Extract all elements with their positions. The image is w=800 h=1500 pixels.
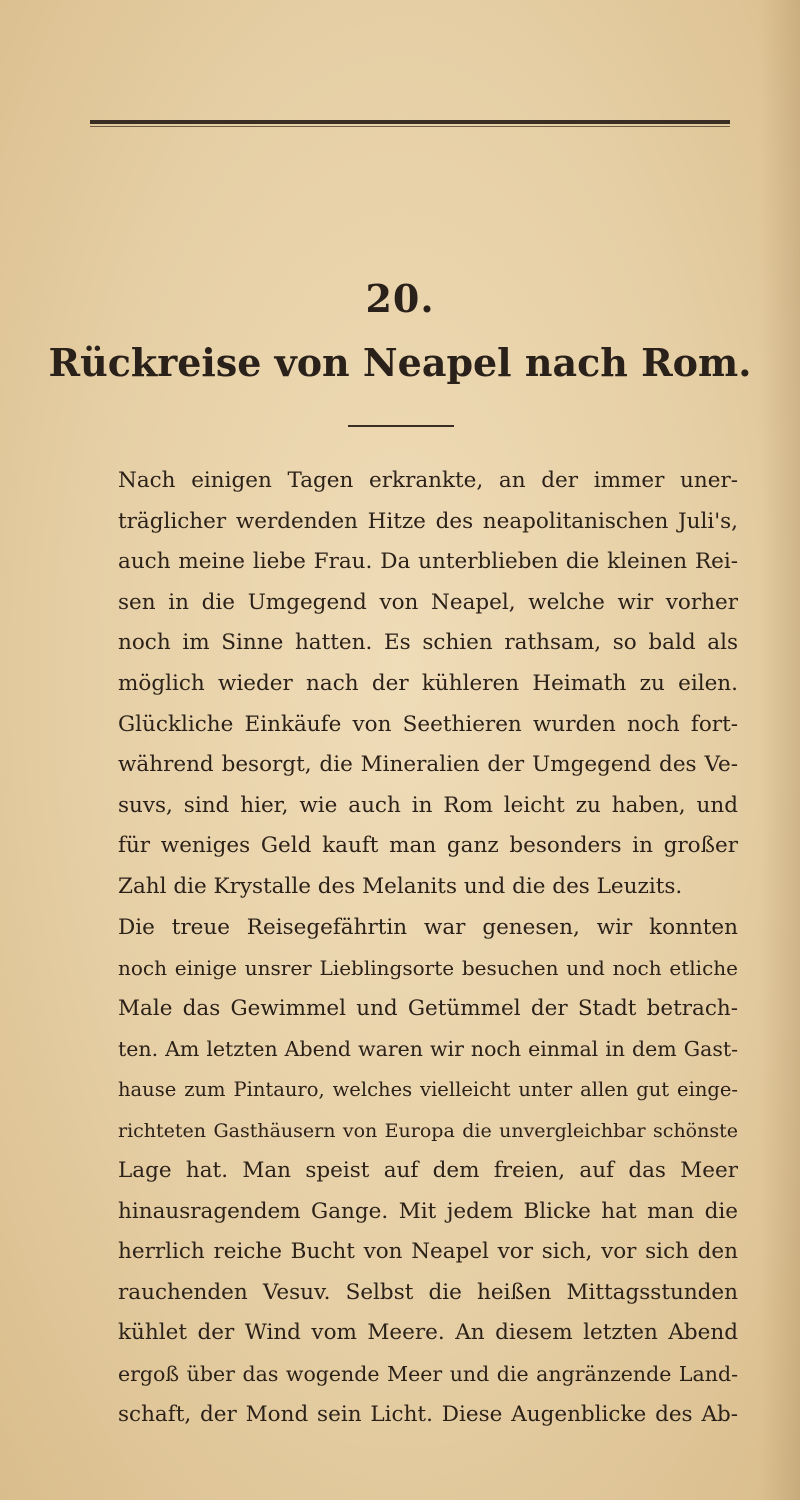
body-text — [118, 461, 738, 1435]
text-line: Die treue Reisegefährtin war genesen, wir konnten — [118, 914, 738, 940]
text-line: während besorgt, die Mineralien der Umgegend des Ve- — [118, 752, 738, 778]
text-line: hinausragendem Gange. Mit jedem Blicke hat man die — [118, 1198, 738, 1224]
text-line: herrlich reiche Bucht von Neapel vor sich, vor sich den — [118, 1239, 738, 1265]
text-line: Lage hat. Man speist auf dem freien, auf das Meer — [118, 1158, 738, 1184]
text-line: möglich wieder nach der kühleren Heimath zu eilen. — [118, 670, 738, 696]
title-rule — [348, 425, 454, 427]
text-line: für weniges Geld kauft man ganz besonders in großer — [118, 833, 738, 859]
page-edge-shadow — [760, 0, 800, 1500]
text-line: noch im Sinne hatten. Es schien rathsam, so bald als — [118, 630, 738, 656]
chapter-number: 20. — [365, 276, 435, 321]
text-line: auch meine liebe Frau. Da unterblieben die kleinen Rei- — [118, 549, 738, 575]
text-line: richteten Gasthäusern von Europa die unvergleichbar schönste — [118, 1119, 738, 1142]
text-line: ten. Am letzten Abend waren wir noch einmal in dem Gast- — [118, 1037, 738, 1062]
text-line: schaft, der Mond sein Licht. Diese Augenblicke des Ab- — [118, 1401, 738, 1427]
text-line: Zahl die Krystalle des Melanits und die des Leuzits. — [118, 873, 683, 899]
text-line: hause zum Pintauro, welches vielleicht unter allen gut einge- — [118, 1077, 738, 1101]
text-line: Male das Gewimmel und Getümmel der Stadt betrach- — [118, 995, 738, 1021]
text-line: ergoß über das wogende Meer und die angränzende Land- — [118, 1362, 738, 1387]
text-line: sen in die Umgegend von Neapel, welche wir vorher — [118, 589, 738, 615]
text-line: Glückliche Einkäufe von Seethieren wurden noch fort- — [118, 711, 738, 737]
text-line: suvs, sind hier, wie auch in Rom leicht zu haben, und — [118, 792, 738, 818]
text-line: kühlet der Wind vom Meere. An diesem letzten Abend — [118, 1320, 738, 1346]
text-line: träglicher werdenden Hitze des neapolitanischen Juli's, — [118, 508, 738, 534]
chapter-title: Rückreise von Neapel nach Rom. — [48, 340, 752, 385]
text-line: Nach einigen Tagen erkrankte, an der immer uner- — [118, 468, 738, 493]
header-rule — [90, 120, 730, 124]
text-line: noch einige unsrer Lieblingsorte besuchen und noch etliche — [118, 956, 738, 981]
text-line: rauchenden Vesuv. Selbst die heißen Mittagsstunden — [118, 1279, 738, 1305]
